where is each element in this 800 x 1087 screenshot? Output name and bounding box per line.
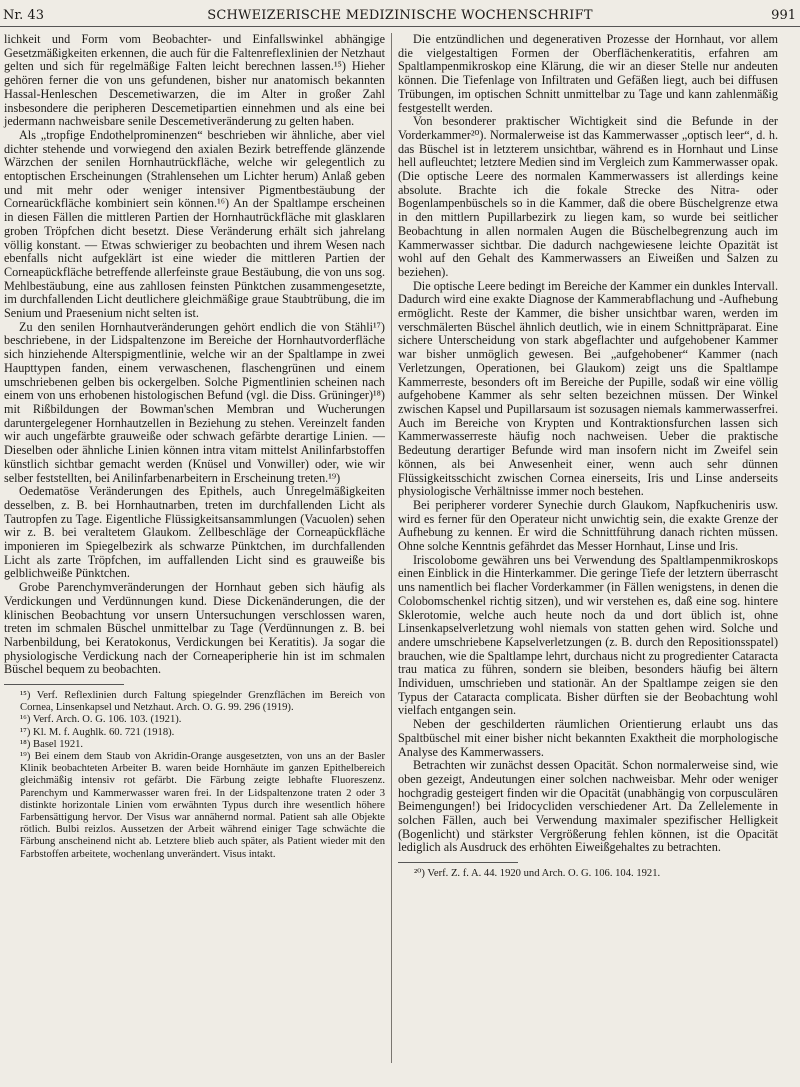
footnote: ¹⁹) Bei einem dem Staub von Akridin-Orange ausgesetzten, von uns an der Basler Klinik beobachteten Arbeiter B. waren beide Hornhäute im ganzen Epithelbereich gleichmäßig intensiv rot gefärbt. Die Färbung zeigte lebhafte Fluoreszenz. Parenchym und Kammerwasser waren frei. In der Lidspaltenzone traten 2 oder 3 distinkte horizontale Linien vom erwähnten Typus durch ihre wesentlich höhere Farbensättigung hervor. Der Visus war annähernd normal. Patient sah alle Objekte rötlich. Bulbi reizlos. Aussetzen der Arbeit während einiger Tage schwächte die Färbung anscheinend nicht ab. Letztere blieb auch später, als Patient wieder mit den Farbstoffen arbeitete, wochenlang unverändert. Visus intakt. [20,751,385,860]
left-column [4,33,385,861]
paragraph: Die optische Leere bedingt im Bereiche der Kammer ein dunkles Intervall. Dadurch wird eine exakte Diagnose der Kammerabflachung und -Aufhebung ermöglicht. Reste der Kammer, die bisher unsichtbar waren, werden im verschmälerten Büschel ähnlich deutlich, wie in einem Schnittpräparat. Eine sichere Unterscheidung von stark abgeflachter und aufgehobener Kammer war bisher unmöglich gewesen. Bei „aufgehobener“ Kammer (nach Verletzungen, Operationen, bei Glaukom) zeigt uns die Spaltlampe Kammerreste, besonders oft im Bereiche der Pupille, sodaß wir eine völlig aufgehobene Kammer als sehr selten bezeichnen müssen. Der Winkel zwischen Kapsel und Pupillarsaum ist sozusagen niemals kammerwasserfrei. Auch im Bereiche von Krypten und Kontraktionsfurchen lassen sich Kammerwasserreste häufig noch nachweisen. Ueber die praktische Bedeutung derartiger Befunde wird man insofern nicht im Zweifel sein können, als bei Anwesenheit einer, wenn auch sehr dünnen Flüssigkeitsschicht zwischen Cornea einerseits, Iris und Linse anderseits physiologische Verhältnisse immer noch bestehen. [398,278,778,499]
paragraph: Als „tropfige Endothelprominenzen“ beschrieben wir ähnliche, aber viel dichter stehende und vorwiegend den axialen Bezirk betreffende glänzende Wärzchen der senilen Hornhautrückfläche, welche wir gelegentlich zu entoptischen Erscheinungen (Strahlensehen um Lichter herum) Anlaß geben und mit mehr oder weniger intensiver Pigmentbestäubung der Cornearückfläche kombiniert sein können.¹⁶) An der Spaltlampe erscheinen in diesen Fällen die mittleren Partien der Hornhautrückfläche mit glasklaren groben Tröpfchen dicht besetzt. Diese Veränderung erhält sich jahrelang völlig konstant. — Etwas schwieriger zu beobachten und ihrem Wesen nach ebenfalls nicht aufgeklärt ist eine wieder die mittleren Partien der Corneарückfläche betreffende allerfeinste graue Bestäubung, die von uns sog. Mehlbestäubung, eine aus zahllosen feinsten Pünktchen zusammengesetzte, im durchfallenden Licht deutlichere gleichmäßige graue Staubtrübung, die im Senium und Praesenium nicht selten ist. [4,127,385,321]
page-header [0,6,800,27]
paragraph: Iriscolobome gewähren uns bei Verwendung des Spaltlampenmikroskops einen Einblick in die Hinterkammer. Die geringe Tiefe der letztern überrascht uns namentlich bei flacher Vorderkammer (in Fällen wenigstens, in denen die Colobomschenkel richtig sitzen), und wir verstehen es, daß eine sog. hintere Sklerotomie, welche auch heute noch da und dort üblich ist, ohne Linsenkapselverletzung wohl niemals von statten gehen wird. Solche und andere umschriebene Kapselverletzungen (z. B. durch den Repositionsspatel) brauchen, wie die Spaltlampe lehrt, durchaus nicht zu progredienter Cataracta trau matica zu führen, sondern sie bleiben, besonders häufig bei ältern Individuen, umschrieben und stationär. An der Spaltlampe zeigen sie den Typus der Cataracta complicata. Bisher dürften sie der Beobachtung wohl vielfach entgangen sein. [398,552,778,718]
paragraph: Betrachten wir zunächst dessen Opacität. Schon normalerweise sind, wie oben gezeigt, Andeutungen einer solchen nachweisbar. Mehr oder weniger hochgradig gesteigert finden wir die Opacität (unabhängig von corpusculären Beimengungen!) bei Iridocycliden verschiedener Art. Da Zellelemente in solchen Fällen, auch bei Verwendung maximaler spezifischer Helligkeit (Bogenlicht) und stärkster Vergrößerung fehlen können, ist die Opacität lediglich als Ausdruck des erhöhten Eiweißgehaltes zu betrachten. [398,758,778,855]
paragraph: Von besonderer praktischer Wichtigkeit sind die Befunde in der Vorderkammer²⁰). Normalerweise ist das Kammerwasser „optisch leer“, d. h. das Büschel ist in letzterem unsichtbar, während es in Hornhaut und Linse hell aufleuchtet; letztere Medien sind im Vergleich zum Kammerwasser opak. (Die optische Leere des normalen Kammerwassers ist allerdings keine absolute. Brachte ich die fokale Strecke des Nitra- oder Bogenlampenbüschels so in die Kammer, daß die obere Büschelgrenze etwa in den mittlern Pupillarbezirk zu liegen kam, so wurde bei seitlicher Beobachtung in allen normalen Augen die Büschelbegrenzung auch im Kammerwasser sichtbar. Die dadurch nachgewiesene leichte Opazität ist wohl auf den Gehalt des Kammerwassers an Eiweißen und Salzen zu beziehen). [398,114,778,279]
paragraph: Die entzündlichen und degenerativen Prozesse der Hornhaut, vor allem die vielgestaltigen Formen der Oberflächenkeratitis, erfahren am Spaltlampenmikroskop eine Klärung, die wir an dieser Stelle nur andeuten können. Die Tiefenlage von Infiltraten und Gefäßen liegt, auch bei diffusen Trübungen, im optischen Schnitt unmittelbar zu Tage und kann zahlenmäßig festgestellt werden. [398,32,778,115]
right-column [398,33,778,880]
page-number: 991 [771,8,796,23]
paragraph: Oedematöse Veränderungen des Epithels, auch Unregelmäßigkeiten desselben, z. B. bei Hornhautnarben, treten im durchfallenden Licht als Tautropfen zu Tage. Eigentliche Flüssigkeitsansammlungen (Vacuolen) sehen wir z. B. bei veraltetem Glaukom. Zellbeschläge der Corneарückfläche imponieren im Spiegelbezirk als schwarze Pünktchen, im durchfallenden Licht als zarte Tröpfchen, im auffallenden Licht sind es grauweiße bis gelblichweiße Pünktchen. [4,484,385,581]
paragraph: Zu den senilen Hornhautveränderungen gehört endlich die von Stähli¹⁷) beschriebene, in der Lidspaltenzone im Bereiche der Hornhautvorderfläche sich hinziehende Alterspigmentlinie, welche wir an der Spaltlampe in zwei Haupttypen fanden, einem verwaschenen, flaschengrünen und einem umschriebenen gelben bis ockergelben. Solche Pigmentlinien scheinen nach einem von uns erhobenen histologischen Befund (vgl. die Diss. Grüninger)¹⁸) mit Rißbildungen der Bowman'schen Membran und Wucherungen daruntergelegener Hornhautzellen in Beziehung zu stehen. Vereinzelt fanden wir auch ungefärbte grauweiße oder schwach gefärbte derartige Linien. — Dieselben oder ähnliche Linien können intra vitam mittelst Anilinfarbstoffen künstlich sichtbar gemacht werden (Knüsel und Vonwiller) oder, wie wir selber feststellten, bei Anilinfarbenarbeitern in Erscheinung treten.¹⁹) [4,319,385,485]
paragraph: Neben der geschilderten räumlichen Orientierung erlaubt uns das Spaltbüschel mit einer bisher nicht bekannten Exaktheit die morphologische Analyse des Kammerwassers. [398,717,778,759]
footnote: ²⁰) Verf. Z. f. A. 44. 1920 und Arch. O. G. 106. 104. 1921. [414,868,661,880]
footnote: ¹⁶) Verf. Arch. O. G. 106. 103. (1921). [20,714,182,726]
journal-title: SCHWEIZERISCHE MEDIZINISCHE WOCHENSCHRIFT [207,8,593,23]
footnote: ¹⁵) Verf. Reflexlinien durch Faltung spiegelnder Grenzflächen im Bereich von Cornea, Linsenkapsel und Netzhaut. Arch. O. G. 99. 296 (1919). [20,690,385,714]
footnote: ¹⁸) Basel 1921. [20,738,84,750]
paragraph: lichkeit und Form vom Beobachter- und Einfallswinkel abhängige Gesetzmäßigkeiten erkennen, die auch für die Faltenreflexlinien der Netzhaut gelten und sich für regelmäßige Falten leicht berechnen lassen.¹⁵) Hieher gehören ferner die von uns gefundenen, bisher nur anatomisch bekannten Hassal-Henleschen Descemetiwarzen, die im Alter in großer Zahl insbesondere die peripheren Descemetipartien einnehmen und als eine bei jedermann nachweisbare senile Descemetiveränderung zu gelten haben. [4,32,385,129]
paragraph: Bei peripherer vorderer Synechie durch Glaukom, Napfkucheniris usw. wird es ferner für den Operateur nicht unwichtig sein, die exakte Grenze der Aufhebung zu kennen. Er wird die Schnittführung danach richten müssen. Ohne solche Kenntnis gefährdet das Messer Hornhaut, Linse und Iris. [398,497,778,554]
footnote-rule [398,862,518,863]
footnote: ¹⁷) Kl. M. f. Aughlk. 60. 721 (1918). [20,726,175,738]
column-divider [391,33,392,1063]
paragraph: Grobe Parenchymveränderungen der Hornhaut geben sich häufig als Verdickungen und Verdünnungen kund. Diese Dickenänderungen, die der klinischen Beobachtung vor unsern Untersuchungen verschlossen waren, treten im schmalen Büschel unmittelbar zu Tage (Verdünnungen z. B. bei Narbenbildung, bei Keratokonus, Verdickungen bei Keratitis). Ja sogar die physiologische Verdickung nach der Corneaperipherie hin ist im schmalen Büschel bequem zu beobachten. [4,580,385,677]
issue-number: Nr. 43 [3,8,44,23]
footnote-rule [4,684,124,685]
